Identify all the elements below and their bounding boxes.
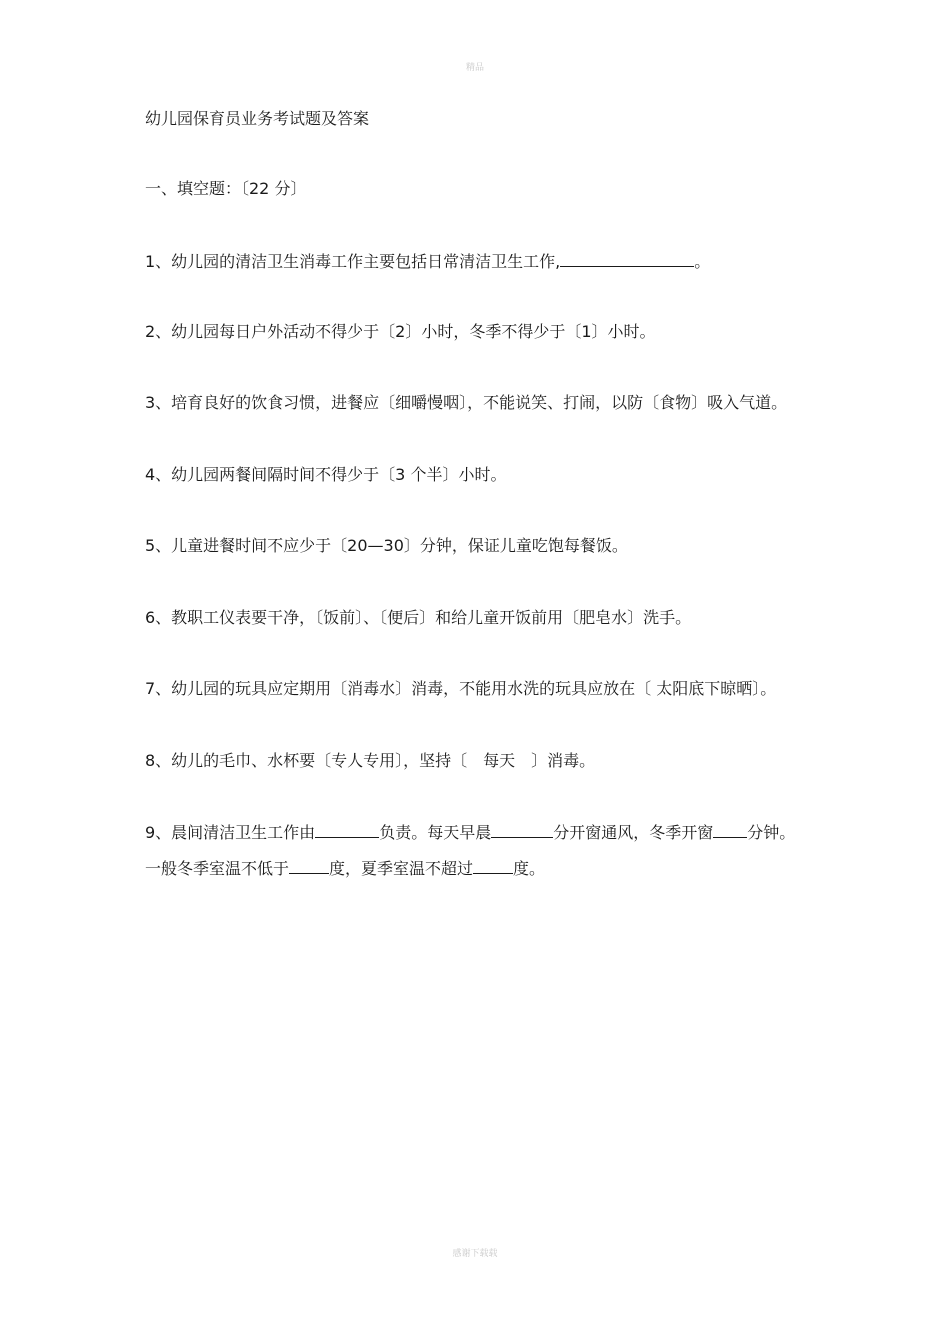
- question-9-text: 分开窗通风，冬季开窗: [553, 823, 714, 842]
- section-heading: 一、填空题：〔22 分〕: [145, 179, 307, 198]
- document-title: 幼儿园保育员业务考试题及答案: [145, 109, 370, 128]
- question-6: 6、教职工仪表要干净，〔饭前〕、〔便后〕和给儿童开饭前用〔肥皂水〕洗手。: [145, 608, 692, 627]
- question-5: 5、儿童进餐时间不应少于〔20—30〕分钟，保证儿童吃饱每餐饭。: [145, 536, 628, 555]
- question-1-text: 1、幼儿园的清洁卫生消毒工作主要包括日常清洁卫生工作,: [145, 252, 561, 271]
- question-8: 8、幼儿的毛巾、水杯要〔专人专用〕，坚持〔 每天 〕消毒。: [145, 751, 596, 770]
- question-3: 3、培育良好的饮食习惯，进餐应〔细嚼慢咽〕，不能说笑、打闹，以防〔食物〕吸入气道。: [145, 393, 788, 412]
- question-4: 4、幼儿园两餐间隔时间不得少于〔3 个半〕小时。: [145, 465, 507, 484]
- question-9-text: 度。: [513, 859, 546, 878]
- header-watermark: 精品: [465, 63, 484, 73]
- question-9-text: 负责。每天早晨: [379, 823, 492, 842]
- question-9-text: 度，夏季室温不超过: [329, 859, 474, 878]
- question-1: [145, 250, 710, 273]
- question-7: 7、幼儿园的玩具应定期用〔消毒水〕消毒，不能用水洗的玩具应放在〔 太阳底下晾晒〕。: [145, 679, 777, 698]
- answer-blank[interactable]: [560, 250, 694, 267]
- answer-blank[interactable]: [491, 821, 553, 838]
- answer-blank[interactable]: [713, 821, 747, 838]
- answer-blank[interactable]: [315, 821, 379, 838]
- question-2: 2、幼儿园每日户外活动不得少于〔2〕小时，冬季不得少于〔1〕小时。: [145, 322, 656, 341]
- question-1-end: 。: [694, 252, 711, 271]
- question-9-text: 分钟。: [747, 823, 796, 842]
- question-9-line-1: [145, 821, 795, 844]
- question-9-text: 9、晨间清洁卫生工作由: [145, 823, 316, 842]
- answer-blank[interactable]: [473, 857, 513, 874]
- footer-watermark: 感谢下载载: [452, 1249, 498, 1259]
- question-9-text: 一般冬季室温不低于: [145, 859, 290, 878]
- answer-blank[interactable]: [289, 857, 329, 874]
- question-9-line-2: [145, 857, 545, 880]
